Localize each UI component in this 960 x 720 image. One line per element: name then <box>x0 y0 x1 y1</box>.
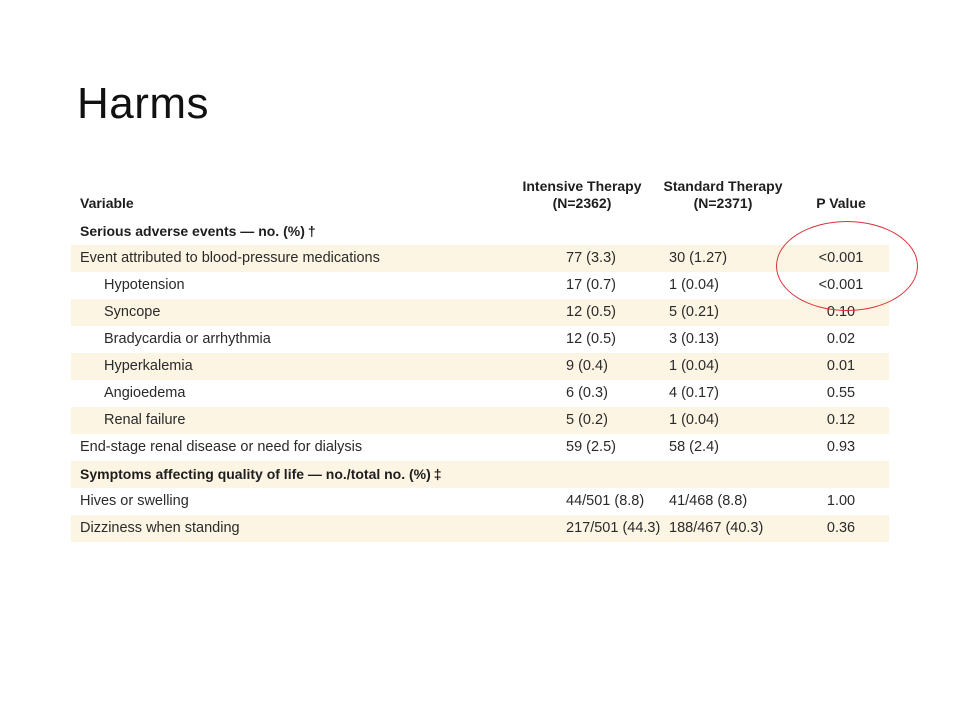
row-variable: Hypotension <box>104 277 185 294</box>
row-p-value: 0.93 <box>826 439 856 456</box>
double-dagger-footnote-marker: ‡ <box>433 466 442 483</box>
row-standard: 41/468 (8.8) <box>669 493 748 510</box>
section-row-quality-of-life <box>71 461 889 488</box>
table-header-row <box>71 174 889 218</box>
header-standard-title: Standard Therapy <box>663 178 783 194</box>
row-intensive: 59 (2.5) <box>566 439 616 456</box>
dagger-footnote-marker: † <box>307 223 316 240</box>
header-intensive-therapy <box>511 174 653 218</box>
harms-table-container <box>71 174 889 542</box>
row-p-value: 0.02 <box>826 331 856 348</box>
header-intensive-n: (N=2362) <box>552 194 612 211</box>
row-variable: Hives or swelling <box>80 493 189 510</box>
row-intensive: 12 (0.5) <box>566 304 616 321</box>
row-standard: 1 (0.04) <box>669 412 719 429</box>
table-row <box>71 515 889 542</box>
section-label-text: Serious adverse events — no. (%) <box>80 223 305 240</box>
row-intensive: 217/501 (44.3) <box>566 520 661 537</box>
header-standard-therapy <box>653 174 793 218</box>
row-variable: Angioedema <box>104 385 186 402</box>
header-intensive-title: Intensive Therapy <box>522 178 642 194</box>
row-p-value: 0.36 <box>826 520 856 537</box>
table-row <box>71 434 889 461</box>
table-row <box>71 245 889 272</box>
row-intensive: 6 (0.3) <box>566 385 608 402</box>
row-p-value: <0.001 <box>818 250 864 267</box>
header-standard-n: (N=2371) <box>693 194 753 211</box>
row-p-value: <0.001 <box>818 277 864 294</box>
row-variable: Hyperkalemia <box>104 358 193 375</box>
section-label <box>71 218 889 245</box>
row-intensive: 5 (0.2) <box>566 412 608 429</box>
row-intensive: 77 (3.3) <box>566 250 616 267</box>
row-variable: Bradycardia or arrhythmia <box>104 331 271 348</box>
section-row-serious-adverse-events <box>71 218 889 245</box>
row-p-value: 1.00 <box>826 493 856 510</box>
table-row <box>71 299 889 326</box>
row-standard: 1 (0.04) <box>669 358 719 375</box>
section-label-text: Symptoms affecting quality of life — no./total no. (%) <box>80 466 431 483</box>
table-row <box>71 353 889 380</box>
row-p-value: 0.55 <box>826 385 856 402</box>
row-variable: Event attributed to blood-pressure medications <box>80 250 380 267</box>
section-label <box>71 461 889 488</box>
table-row <box>71 488 889 515</box>
row-standard: 188/467 (40.3) <box>669 520 764 537</box>
row-variable: End-stage renal disease or need for dialysis <box>80 439 363 456</box>
row-standard: 58 (2.4) <box>669 439 719 456</box>
table-row <box>71 326 889 353</box>
row-p-value: 0.10 <box>826 304 856 321</box>
table-row <box>71 380 889 407</box>
row-standard: 4 (0.17) <box>669 385 719 402</box>
table-row <box>71 272 889 299</box>
harms-table <box>71 174 889 542</box>
row-variable: Syncope <box>104 304 161 321</box>
table-row <box>71 407 889 434</box>
row-variable: Renal failure <box>104 412 186 429</box>
row-standard: 1 (0.04) <box>669 277 719 294</box>
row-p-value: 0.12 <box>826 412 856 429</box>
row-standard: 3 (0.13) <box>669 331 719 348</box>
row-p-value: 0.01 <box>826 358 856 375</box>
row-intensive: 17 (0.7) <box>566 277 616 294</box>
row-standard: 30 (1.27) <box>669 250 728 267</box>
slide-title: Harms <box>77 79 210 128</box>
header-p-value: P Value <box>816 194 866 211</box>
header-variable: Variable <box>80 194 134 211</box>
row-intensive: 9 (0.4) <box>566 358 608 375</box>
row-variable: Dizziness when standing <box>80 520 240 537</box>
row-intensive: 44/501 (8.8) <box>566 493 645 510</box>
row-standard: 5 (0.21) <box>669 304 719 321</box>
row-intensive: 12 (0.5) <box>566 331 616 348</box>
